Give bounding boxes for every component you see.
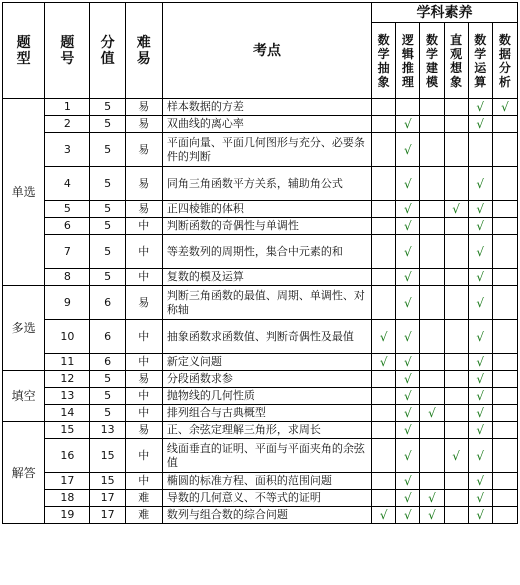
literacy-check-cell	[444, 218, 468, 235]
literacy-check-cell	[444, 99, 468, 116]
question-difficulty-cell: 易	[125, 371, 162, 388]
literacy-check-cell	[444, 439, 468, 473]
literacy-check-cell	[444, 473, 468, 490]
literacy-check-cell	[444, 371, 468, 388]
literacy-check-cell	[372, 235, 396, 269]
literacy-check-cell	[396, 354, 420, 371]
literacy-check-cell	[396, 371, 420, 388]
check-mark: √	[403, 474, 412, 488]
literacy-check-cell	[468, 116, 492, 133]
question-number-cell: 4	[45, 167, 90, 201]
check-mark: √	[379, 329, 388, 344]
header-literacy-intuition	[444, 23, 468, 99]
literacy-check-cell	[468, 490, 492, 507]
table-row	[3, 371, 518, 388]
question-difficulty-cell: 中	[125, 320, 162, 354]
literacy-check-cell	[372, 320, 396, 354]
question-difficulty-cell: 易	[125, 99, 162, 116]
question-topic-cell: 导数的几何意义、不等式的证明	[162, 490, 371, 507]
literacy-check-cell	[492, 235, 517, 269]
check-mark: √	[476, 100, 485, 114]
question-difficulty-cell: 中	[125, 235, 162, 269]
literacy-check-cell	[420, 218, 444, 235]
table-row	[3, 388, 518, 405]
check-mark: √	[428, 508, 436, 522]
question-difficulty-cell: 中	[125, 439, 162, 473]
check-mark: √	[476, 329, 485, 344]
exam-analysis-table	[2, 2, 518, 524]
check-mark: √	[476, 355, 485, 369]
literacy-check-cell	[492, 218, 517, 235]
check-mark: √	[403, 117, 412, 131]
check-mark: √	[403, 389, 412, 403]
question-difficulty-cell: 易	[125, 167, 162, 201]
question-topic-cell: 线面垂直的证明、平面与平面夹角的余弦值	[162, 439, 371, 473]
literacy-check-cell	[420, 354, 444, 371]
question-difficulty-cell: 易	[125, 116, 162, 133]
table-body	[3, 99, 518, 524]
literacy-check-cell	[492, 167, 517, 201]
literacy-check-cell	[468, 405, 492, 422]
question-topic-cell: 正、余弦定理解三角形，求周长	[162, 422, 371, 439]
question-number-cell: 2	[45, 116, 90, 133]
literacy-check-cell	[492, 371, 517, 388]
literacy-check-cell	[468, 354, 492, 371]
table-row	[3, 235, 518, 269]
question-topic-cell: 复数的模及运算	[162, 269, 371, 286]
section-type-cell: 解答	[3, 422, 45, 524]
check-mark: √	[403, 329, 412, 344]
literacy-check-cell	[468, 218, 492, 235]
literacy-check-cell	[396, 473, 420, 490]
table-row	[3, 507, 518, 524]
literacy-check-cell	[492, 269, 517, 286]
question-topic-cell: 新定义问题	[162, 354, 371, 371]
question-number-cell: 1	[45, 99, 90, 116]
check-mark: √	[403, 448, 412, 463]
literacy-check-cell	[420, 99, 444, 116]
header-number	[45, 3, 90, 99]
question-number-cell: 3	[45, 133, 90, 167]
literacy-check-cell	[492, 405, 517, 422]
literacy-check-cell	[396, 490, 420, 507]
table-row	[3, 354, 518, 371]
header-literacy-computation	[468, 23, 492, 99]
header-literacy-reasoning	[396, 23, 420, 99]
table-row	[3, 99, 518, 116]
literacy-check-cell	[468, 507, 492, 524]
header-number-text: 题 号	[60, 34, 75, 67]
literacy-intuition-text: 直 观 想 象	[450, 32, 463, 89]
literacy-check-cell	[468, 439, 492, 473]
check-mark: √	[476, 117, 485, 131]
literacy-check-cell	[492, 116, 517, 133]
question-number-cell: 10	[45, 320, 90, 354]
check-mark: √	[476, 474, 485, 488]
literacy-check-cell	[468, 320, 492, 354]
literacy-check-cell	[396, 167, 420, 201]
literacy-check-cell	[372, 439, 396, 473]
question-score-cell: 6	[90, 286, 125, 320]
check-mark: √	[403, 355, 412, 369]
literacy-modeling-text: 数 学 建 模	[425, 32, 438, 89]
question-topic-cell: 双曲线的离心率	[162, 116, 371, 133]
question-score-cell: 17	[90, 490, 125, 507]
literacy-check-cell	[444, 286, 468, 320]
literacy-check-cell	[372, 269, 396, 286]
literacy-check-cell	[468, 269, 492, 286]
check-mark: √	[476, 406, 485, 420]
check-mark: √	[476, 372, 485, 386]
literacy-check-cell	[468, 388, 492, 405]
question-score-cell: 5	[90, 371, 125, 388]
literacy-check-cell	[444, 320, 468, 354]
literacy-check-cell	[396, 405, 420, 422]
section-type-cell: 多选	[3, 286, 45, 371]
literacy-check-cell	[420, 388, 444, 405]
question-number-cell: 8	[45, 269, 90, 286]
literacy-check-cell	[444, 490, 468, 507]
question-number-cell: 12	[45, 371, 90, 388]
table-row	[3, 422, 518, 439]
check-mark: √	[476, 491, 485, 505]
header-type-text: 题 型	[16, 34, 31, 67]
check-mark: √	[379, 355, 388, 369]
literacy-check-cell	[492, 320, 517, 354]
literacy-check-cell	[492, 201, 517, 218]
question-number-cell: 9	[45, 286, 90, 320]
question-difficulty-cell: 中	[125, 388, 162, 405]
literacy-check-cell	[372, 490, 396, 507]
literacy-check-cell	[372, 133, 396, 167]
question-topic-cell: 抛物线的几何性质	[162, 388, 371, 405]
question-difficulty-cell: 中	[125, 269, 162, 286]
literacy-check-cell	[396, 320, 420, 354]
check-mark: √	[379, 508, 388, 522]
check-mark: √	[403, 423, 412, 437]
literacy-check-cell	[420, 269, 444, 286]
literacy-check-cell	[396, 99, 420, 116]
check-mark: √	[501, 100, 509, 114]
check-mark: √	[403, 406, 412, 420]
literacy-check-cell	[492, 99, 517, 116]
question-difficulty-cell: 难	[125, 507, 162, 524]
check-mark: √	[476, 389, 485, 403]
question-score-cell: 13	[90, 422, 125, 439]
literacy-check-cell	[420, 371, 444, 388]
literacy-check-cell	[372, 507, 396, 524]
literacy-check-cell	[396, 507, 420, 524]
table-row	[3, 286, 518, 320]
header-literacy-modeling	[420, 23, 444, 99]
literacy-check-cell	[372, 473, 396, 490]
literacy-data-text: 数 据 分 析	[498, 32, 511, 89]
literacy-check-cell	[420, 201, 444, 218]
check-mark: √	[476, 219, 485, 233]
table-row	[3, 133, 518, 167]
literacy-check-cell	[420, 490, 444, 507]
check-mark: √	[452, 448, 460, 463]
question-topic-cell: 分段函数求参	[162, 371, 371, 388]
table-row	[3, 269, 518, 286]
check-mark: √	[403, 491, 412, 505]
check-mark: √	[476, 176, 485, 191]
literacy-check-cell	[372, 388, 396, 405]
literacy-check-cell	[444, 422, 468, 439]
question-topic-cell: 判断函数的奇偶性与单调性	[162, 218, 371, 235]
question-difficulty-cell: 难	[125, 490, 162, 507]
literacy-check-cell	[468, 201, 492, 218]
literacy-check-cell	[492, 133, 517, 167]
literacy-check-cell	[396, 235, 420, 269]
literacy-check-cell	[372, 218, 396, 235]
check-mark: √	[403, 219, 412, 233]
literacy-check-cell	[444, 133, 468, 167]
check-mark: √	[476, 244, 485, 259]
header-literacy: 学科素养	[372, 3, 518, 23]
literacy-check-cell	[396, 269, 420, 286]
question-score-cell: 5	[90, 218, 125, 235]
question-number-cell: 19	[45, 507, 90, 524]
question-number-cell: 17	[45, 473, 90, 490]
question-topic-cell: 判断三角函数的最值、周期、单调性、对称轴	[162, 286, 371, 320]
check-mark: √	[403, 244, 412, 259]
table-row	[3, 405, 518, 422]
question-score-cell: 5	[90, 99, 125, 116]
literacy-check-cell	[492, 473, 517, 490]
question-topic-cell: 排列组合与古典概型	[162, 405, 371, 422]
check-mark: √	[476, 295, 485, 310]
literacy-abstraction-text: 数 学 抽 象	[377, 32, 390, 89]
literacy-check-cell	[492, 439, 517, 473]
literacy-check-cell	[492, 388, 517, 405]
table-row	[3, 473, 518, 490]
question-topic-cell: 样本数据的方差	[162, 99, 371, 116]
question-topic-cell: 椭圆的标准方程、面积的范围问题	[162, 473, 371, 490]
table-row	[3, 439, 518, 473]
check-mark: √	[476, 270, 485, 284]
section-type-cell: 单选	[3, 99, 45, 286]
literacy-check-cell	[420, 167, 444, 201]
literacy-check-cell	[420, 116, 444, 133]
question-difficulty-cell: 易	[125, 286, 162, 320]
question-score-cell: 5	[90, 167, 125, 201]
literacy-check-cell	[372, 371, 396, 388]
literacy-check-cell	[492, 286, 517, 320]
literacy-check-cell	[492, 490, 517, 507]
question-number-cell: 18	[45, 490, 90, 507]
literacy-check-cell	[444, 269, 468, 286]
header-literacy-abstraction	[372, 23, 396, 99]
question-number-cell: 6	[45, 218, 90, 235]
question-difficulty-cell: 易	[125, 422, 162, 439]
literacy-check-cell	[372, 201, 396, 218]
literacy-check-cell	[492, 354, 517, 371]
question-topic-cell: 等差数列的周期性，集合中元素的和	[162, 235, 371, 269]
literacy-check-cell	[420, 473, 444, 490]
literacy-check-cell	[420, 235, 444, 269]
check-mark: √	[428, 406, 436, 420]
table-row	[3, 320, 518, 354]
literacy-check-cell	[420, 439, 444, 473]
question-topic-cell: 同角三角函数平方关系，辅助角公式	[162, 167, 371, 201]
literacy-check-cell	[468, 99, 492, 116]
header-topic: 考点	[162, 3, 371, 99]
literacy-check-cell	[396, 201, 420, 218]
literacy-check-cell	[444, 388, 468, 405]
question-score-cell: 5	[90, 269, 125, 286]
question-number-cell: 13	[45, 388, 90, 405]
check-mark: √	[403, 295, 412, 310]
question-number-cell: 14	[45, 405, 90, 422]
literacy-check-cell	[396, 116, 420, 133]
check-mark: √	[428, 491, 436, 505]
question-score-cell: 5	[90, 405, 125, 422]
literacy-check-cell	[492, 422, 517, 439]
question-difficulty-cell: 中	[125, 218, 162, 235]
header-literacy-data	[492, 23, 517, 99]
question-score-cell: 5	[90, 388, 125, 405]
table-row	[3, 218, 518, 235]
question-score-cell: 5	[90, 116, 125, 133]
question-difficulty-cell: 中	[125, 473, 162, 490]
question-topic-cell: 平面向量、平面几何图形与充分、必要条件的判断	[162, 133, 371, 167]
literacy-check-cell	[468, 286, 492, 320]
check-mark: √	[403, 176, 412, 191]
literacy-check-cell	[372, 354, 396, 371]
question-score-cell: 6	[90, 354, 125, 371]
question-score-cell: 17	[90, 507, 125, 524]
literacy-check-cell	[396, 439, 420, 473]
table-row	[3, 201, 518, 218]
literacy-check-cell	[444, 235, 468, 269]
header-score-text: 分 值	[100, 34, 115, 67]
literacy-check-cell	[444, 354, 468, 371]
check-mark: √	[403, 270, 412, 284]
section-type-cell: 填空	[3, 371, 45, 422]
question-score-cell: 15	[90, 473, 125, 490]
table-row	[3, 116, 518, 133]
question-score-cell: 5	[90, 133, 125, 167]
question-difficulty-cell: 中	[125, 405, 162, 422]
literacy-check-cell	[396, 218, 420, 235]
question-number-cell: 11	[45, 354, 90, 371]
literacy-check-cell	[468, 235, 492, 269]
literacy-check-cell	[420, 405, 444, 422]
literacy-check-cell	[468, 167, 492, 201]
literacy-check-cell	[396, 388, 420, 405]
literacy-check-cell	[468, 422, 492, 439]
literacy-check-cell	[396, 133, 420, 167]
question-number-cell: 7	[45, 235, 90, 269]
check-mark: √	[403, 202, 412, 216]
question-score-cell: 5	[90, 201, 125, 218]
literacy-check-cell	[492, 507, 517, 524]
literacy-check-cell	[420, 422, 444, 439]
check-mark: √	[476, 423, 485, 437]
header-score	[90, 3, 125, 99]
question-score-cell: 15	[90, 439, 125, 473]
question-difficulty-cell: 易	[125, 133, 162, 167]
literacy-check-cell	[444, 405, 468, 422]
literacy-check-cell	[468, 371, 492, 388]
question-score-cell: 5	[90, 235, 125, 269]
table-row	[3, 167, 518, 201]
check-mark: √	[403, 372, 412, 386]
header-type	[3, 3, 45, 99]
question-number-cell: 5	[45, 201, 90, 218]
header-difficulty	[125, 3, 162, 99]
table-row	[3, 490, 518, 507]
question-number-cell: 15	[45, 422, 90, 439]
literacy-check-cell	[396, 422, 420, 439]
literacy-check-cell	[420, 320, 444, 354]
literacy-check-cell	[372, 286, 396, 320]
question-difficulty-cell: 中	[125, 354, 162, 371]
literacy-check-cell	[372, 99, 396, 116]
literacy-check-cell	[420, 507, 444, 524]
check-mark: √	[476, 202, 485, 216]
literacy-check-cell	[444, 201, 468, 218]
question-topic-cell: 数列与组合数的综合问题	[162, 507, 371, 524]
literacy-check-cell	[372, 116, 396, 133]
question-difficulty-cell: 易	[125, 201, 162, 218]
check-mark: √	[403, 142, 412, 157]
literacy-check-cell	[420, 133, 444, 167]
literacy-check-cell	[444, 116, 468, 133]
check-mark: √	[452, 202, 460, 216]
literacy-check-cell	[420, 286, 444, 320]
question-topic-cell: 抽象函数求函数值、判断奇偶性及最值	[162, 320, 371, 354]
question-score-cell: 6	[90, 320, 125, 354]
literacy-check-cell	[372, 422, 396, 439]
literacy-check-cell	[444, 167, 468, 201]
check-mark: √	[476, 448, 485, 463]
question-topic-cell: 正四棱锥的体积	[162, 201, 371, 218]
question-number-cell: 16	[45, 439, 90, 473]
literacy-check-cell	[372, 167, 396, 201]
literacy-check-cell	[444, 507, 468, 524]
literacy-check-cell	[468, 473, 492, 490]
literacy-check-cell	[468, 133, 492, 167]
literacy-check-cell	[396, 286, 420, 320]
literacy-reasoning-text: 逻 辑 推 理	[401, 32, 414, 89]
literacy-computation-text: 数 学 运 算	[474, 32, 487, 89]
check-mark: √	[476, 508, 485, 522]
header-difficulty-text: 难 易	[136, 34, 151, 67]
check-mark: √	[403, 508, 412, 522]
literacy-check-cell	[372, 405, 396, 422]
